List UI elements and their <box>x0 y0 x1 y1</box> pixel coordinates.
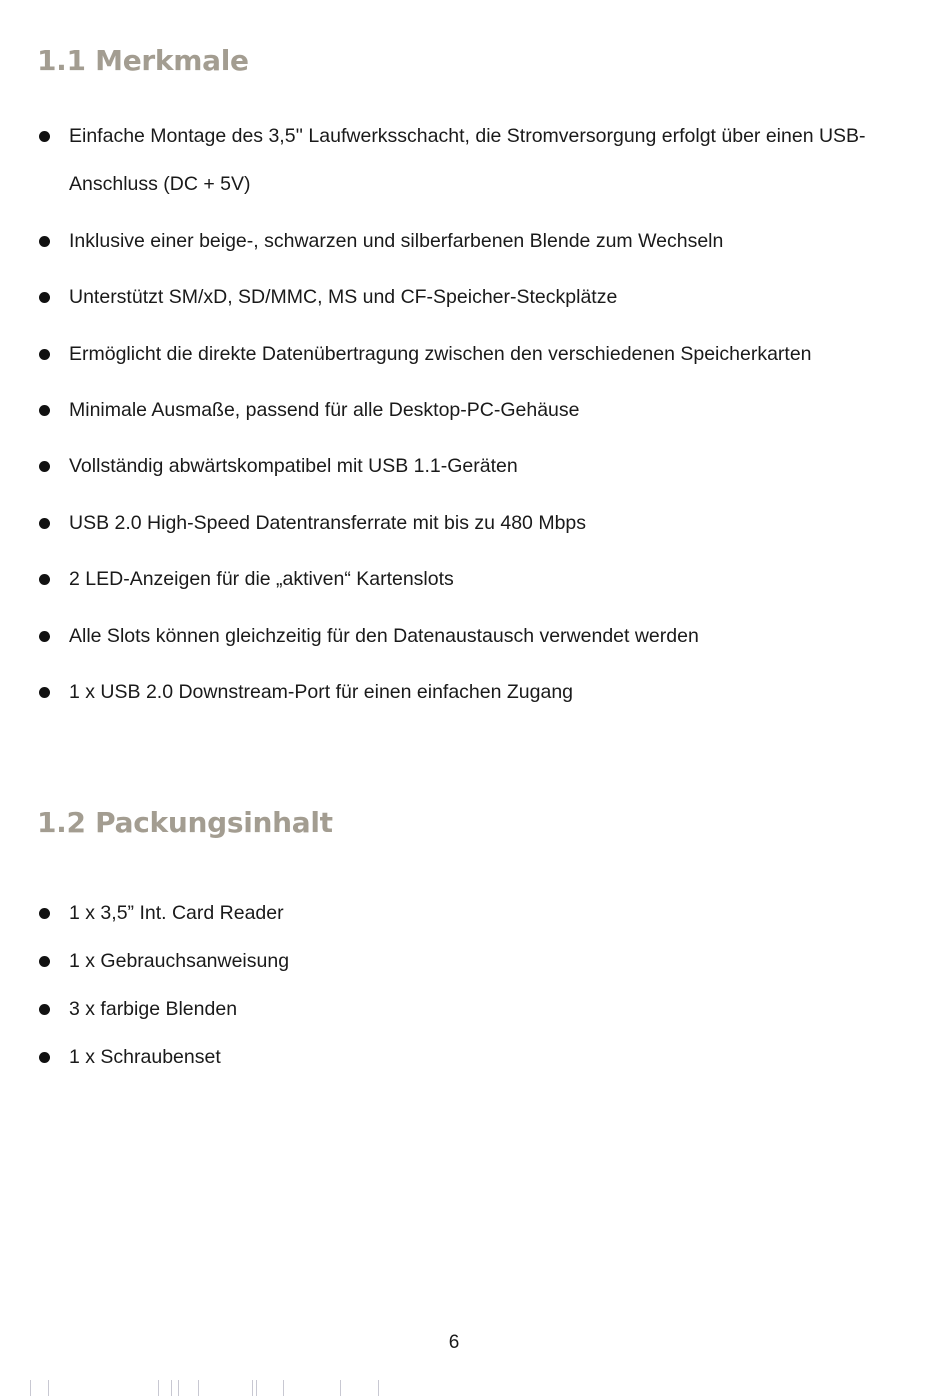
bullet-icon <box>39 131 50 142</box>
bullet-icon <box>39 687 50 698</box>
section-heading-package-contents: 1.2 Packungsinhalt <box>37 806 333 839</box>
list-item-text: Minimale Ausmaße, passend für alle Desktop-PC-Gehäuse <box>69 399 580 421</box>
scan-artifact-marks <box>0 1380 400 1398</box>
bullet-icon <box>39 518 50 529</box>
list-item <box>0 679 950 709</box>
list-item-text: Unterstützt SM/xD, SD/MMC, MS und CF-Speicher-Steckplätze <box>69 286 618 308</box>
list-item <box>0 623 950 653</box>
bullet-icon <box>39 292 50 303</box>
list-item-text: Einfache Montage des 3,5'' Laufwerksschacht, die Stromversorgung erfolgt über einen USB-Anschluss (DC + 5V) <box>69 125 866 195</box>
list-item <box>0 1044 950 1074</box>
list-item <box>0 341 950 371</box>
list-item-text: 1 x USB 2.0 Downstream-Port für einen einfachen Zugang <box>69 681 574 703</box>
list-item-text: Alle Slots können gleichzeitig für den Datenaustausch verwendet werden <box>69 625 699 647</box>
bullet-icon <box>39 349 50 360</box>
bullet-icon <box>39 956 50 967</box>
bullet-icon <box>39 908 50 919</box>
list-item <box>0 948 950 978</box>
bullet-icon <box>39 1052 50 1063</box>
list-item-text: Vollständig abwärtskompatibel mit USB 1.1-Geräten <box>69 455 518 477</box>
list-item-text: USB 2.0 High-Speed Datentransferrate mit bis zu 480 Mbps <box>69 512 587 534</box>
bullet-icon <box>39 631 50 642</box>
list-item <box>0 453 950 483</box>
list-item-text: Ermöglicht die direkte Datenübertragung zwischen den verschiedenen Speicherkarten <box>69 343 812 365</box>
list-item-text: Inklusive einer beige-, schwarzen und silberfarbenen Blende zum Wechseln <box>69 230 724 252</box>
list-item <box>0 566 950 596</box>
section-heading-features: 1.1 Merkmale <box>37 44 249 77</box>
bullet-icon <box>39 1004 50 1015</box>
list-item-text: 2 LED-Anzeigen für die „aktiven“ Kartenslots <box>69 568 454 590</box>
bullet-icon <box>39 405 50 416</box>
list-item-text: 3 x farbige Blenden <box>69 998 238 1020</box>
list-item <box>0 123 950 195</box>
list-item <box>0 284 950 314</box>
bullet-icon <box>39 574 50 585</box>
list-item <box>0 397 950 427</box>
list-item <box>0 900 950 930</box>
page-number: 6 <box>448 1332 460 1353</box>
bullet-icon <box>39 236 50 247</box>
list-item <box>0 510 950 540</box>
bullet-icon <box>39 461 50 472</box>
list-item-text: 1 x Schraubenset <box>69 1046 221 1068</box>
list-item <box>0 996 950 1026</box>
list-item-text: 1 x 3,5” Int. Card Reader <box>69 902 284 924</box>
list-item-text: 1 x Gebrauchsanweisung <box>69 950 290 972</box>
list-item <box>0 228 950 258</box>
